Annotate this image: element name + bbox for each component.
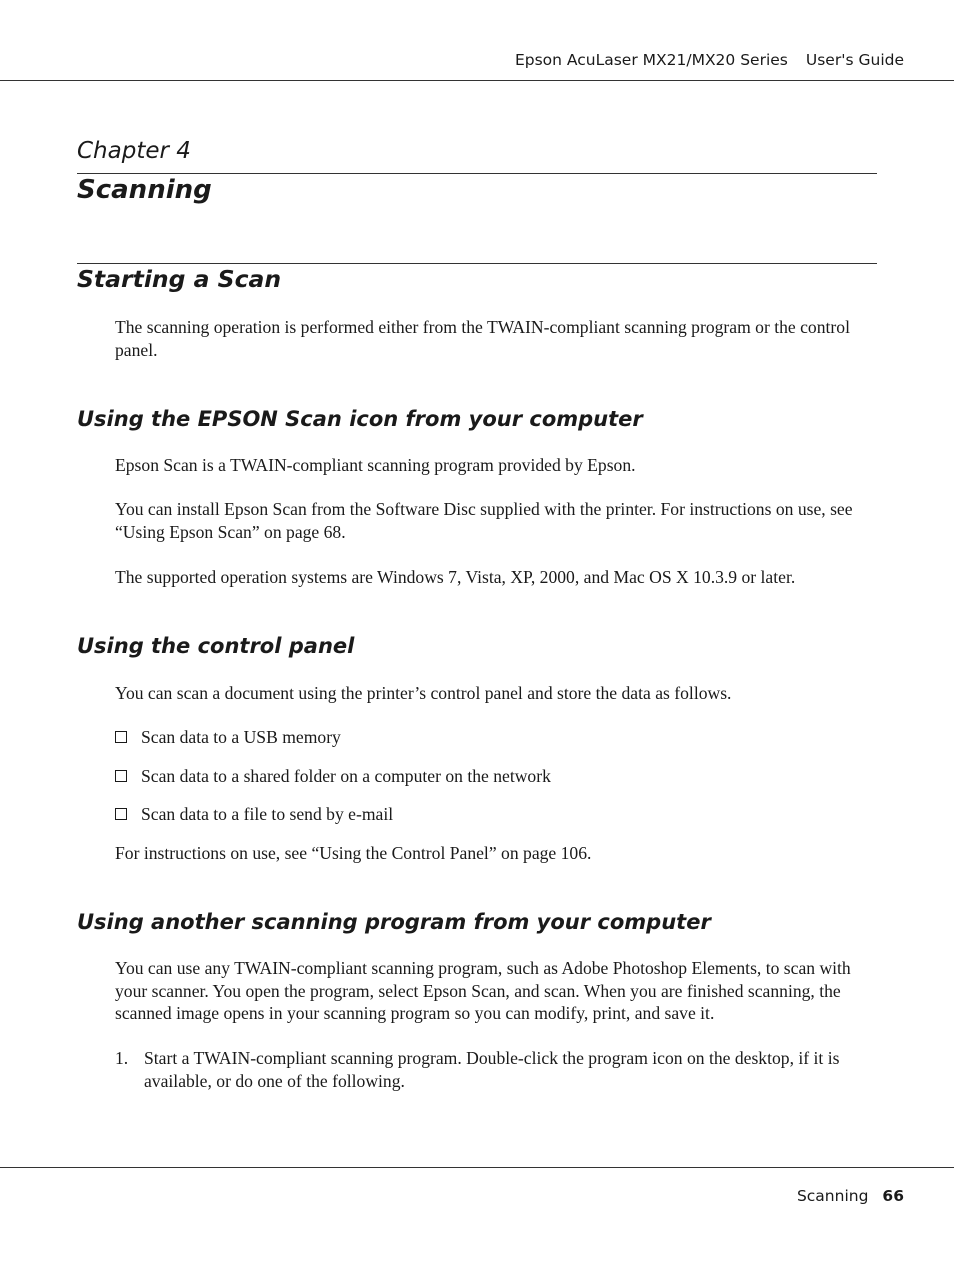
- step-item: [115, 1047, 879, 1092]
- list-item-text: Scan data to a USB memory: [141, 727, 341, 747]
- paragraph: Epson Scan is a TWAIN-compliant scanning program provided by Epson.: [115, 455, 636, 475]
- subsection-title-epson-scan: Using the EPSON Scan icon from your computer: [77, 407, 643, 431]
- paragraph: You can scan a document using the printer’s control panel and store the data as follows.: [115, 683, 732, 703]
- checkbox-bullet-icon: [115, 808, 127, 820]
- chapter-label: Chapter 4: [77, 138, 191, 164]
- header-rule: [0, 80, 954, 81]
- list-item: [115, 765, 551, 788]
- running-header: [515, 51, 904, 69]
- step-number: 1.: [115, 1048, 129, 1068]
- subsection-title-another-program: Using another scanning program from your computer: [77, 910, 711, 934]
- list-item: [115, 803, 393, 826]
- header-product: Epson AcuLaser MX21/MX20 Series: [514, 51, 788, 69]
- paragraph: The scanning operation is performed either from the TWAIN-compliant scanning program or the control panel.: [115, 317, 850, 360]
- checkbox-bullet-icon: [115, 770, 127, 782]
- footer-rule: [0, 1167, 954, 1168]
- subsection-title-control-panel: Using the control panel: [77, 634, 355, 658]
- section-title-starting-a-scan: Starting a Scan: [77, 265, 282, 293]
- checkbox-bullet-icon: [115, 731, 127, 743]
- section-rule: [77, 263, 877, 264]
- footer-section: Scanning: [796, 1187, 869, 1205]
- list-item: [115, 726, 341, 749]
- list-item-text: Scan data to a shared folder on a computer on the network: [141, 766, 551, 786]
- page-number: 66: [882, 1187, 904, 1205]
- paragraph: The supported operation systems are Windows 7, Vista, XP, 2000, and Mac OS X 10.3.9 or later.: [115, 567, 796, 587]
- chapter-rule: [77, 173, 877, 174]
- running-footer: [797, 1187, 904, 1205]
- header-guide: User's Guide: [805, 51, 904, 69]
- paragraph: You can use any TWAIN-compliant scanning program, such as Adobe Photoshop Elements, to scan with your scanner. You open the program, select Epson Scan, and scan. When you are finished scanning, the scanned image opens in your scanning program so you can modify, print, and save it.: [115, 958, 851, 1023]
- list-item-text: Scan data to a file to send by e-mail: [141, 804, 394, 824]
- paragraph: You can install Epson Scan from the Software Disc supplied with the printer. For instructions on use, see “Using Epson Scan” on page 68.: [115, 499, 853, 542]
- chapter-title: Scanning: [77, 175, 212, 205]
- paragraph: For instructions on use, see “Using the Control Panel” on page 106.: [115, 843, 592, 863]
- step-text: Start a TWAIN-compliant scanning program. Double-click the program icon on the desktop, if it is available, or do one of the following.: [144, 1048, 840, 1091]
